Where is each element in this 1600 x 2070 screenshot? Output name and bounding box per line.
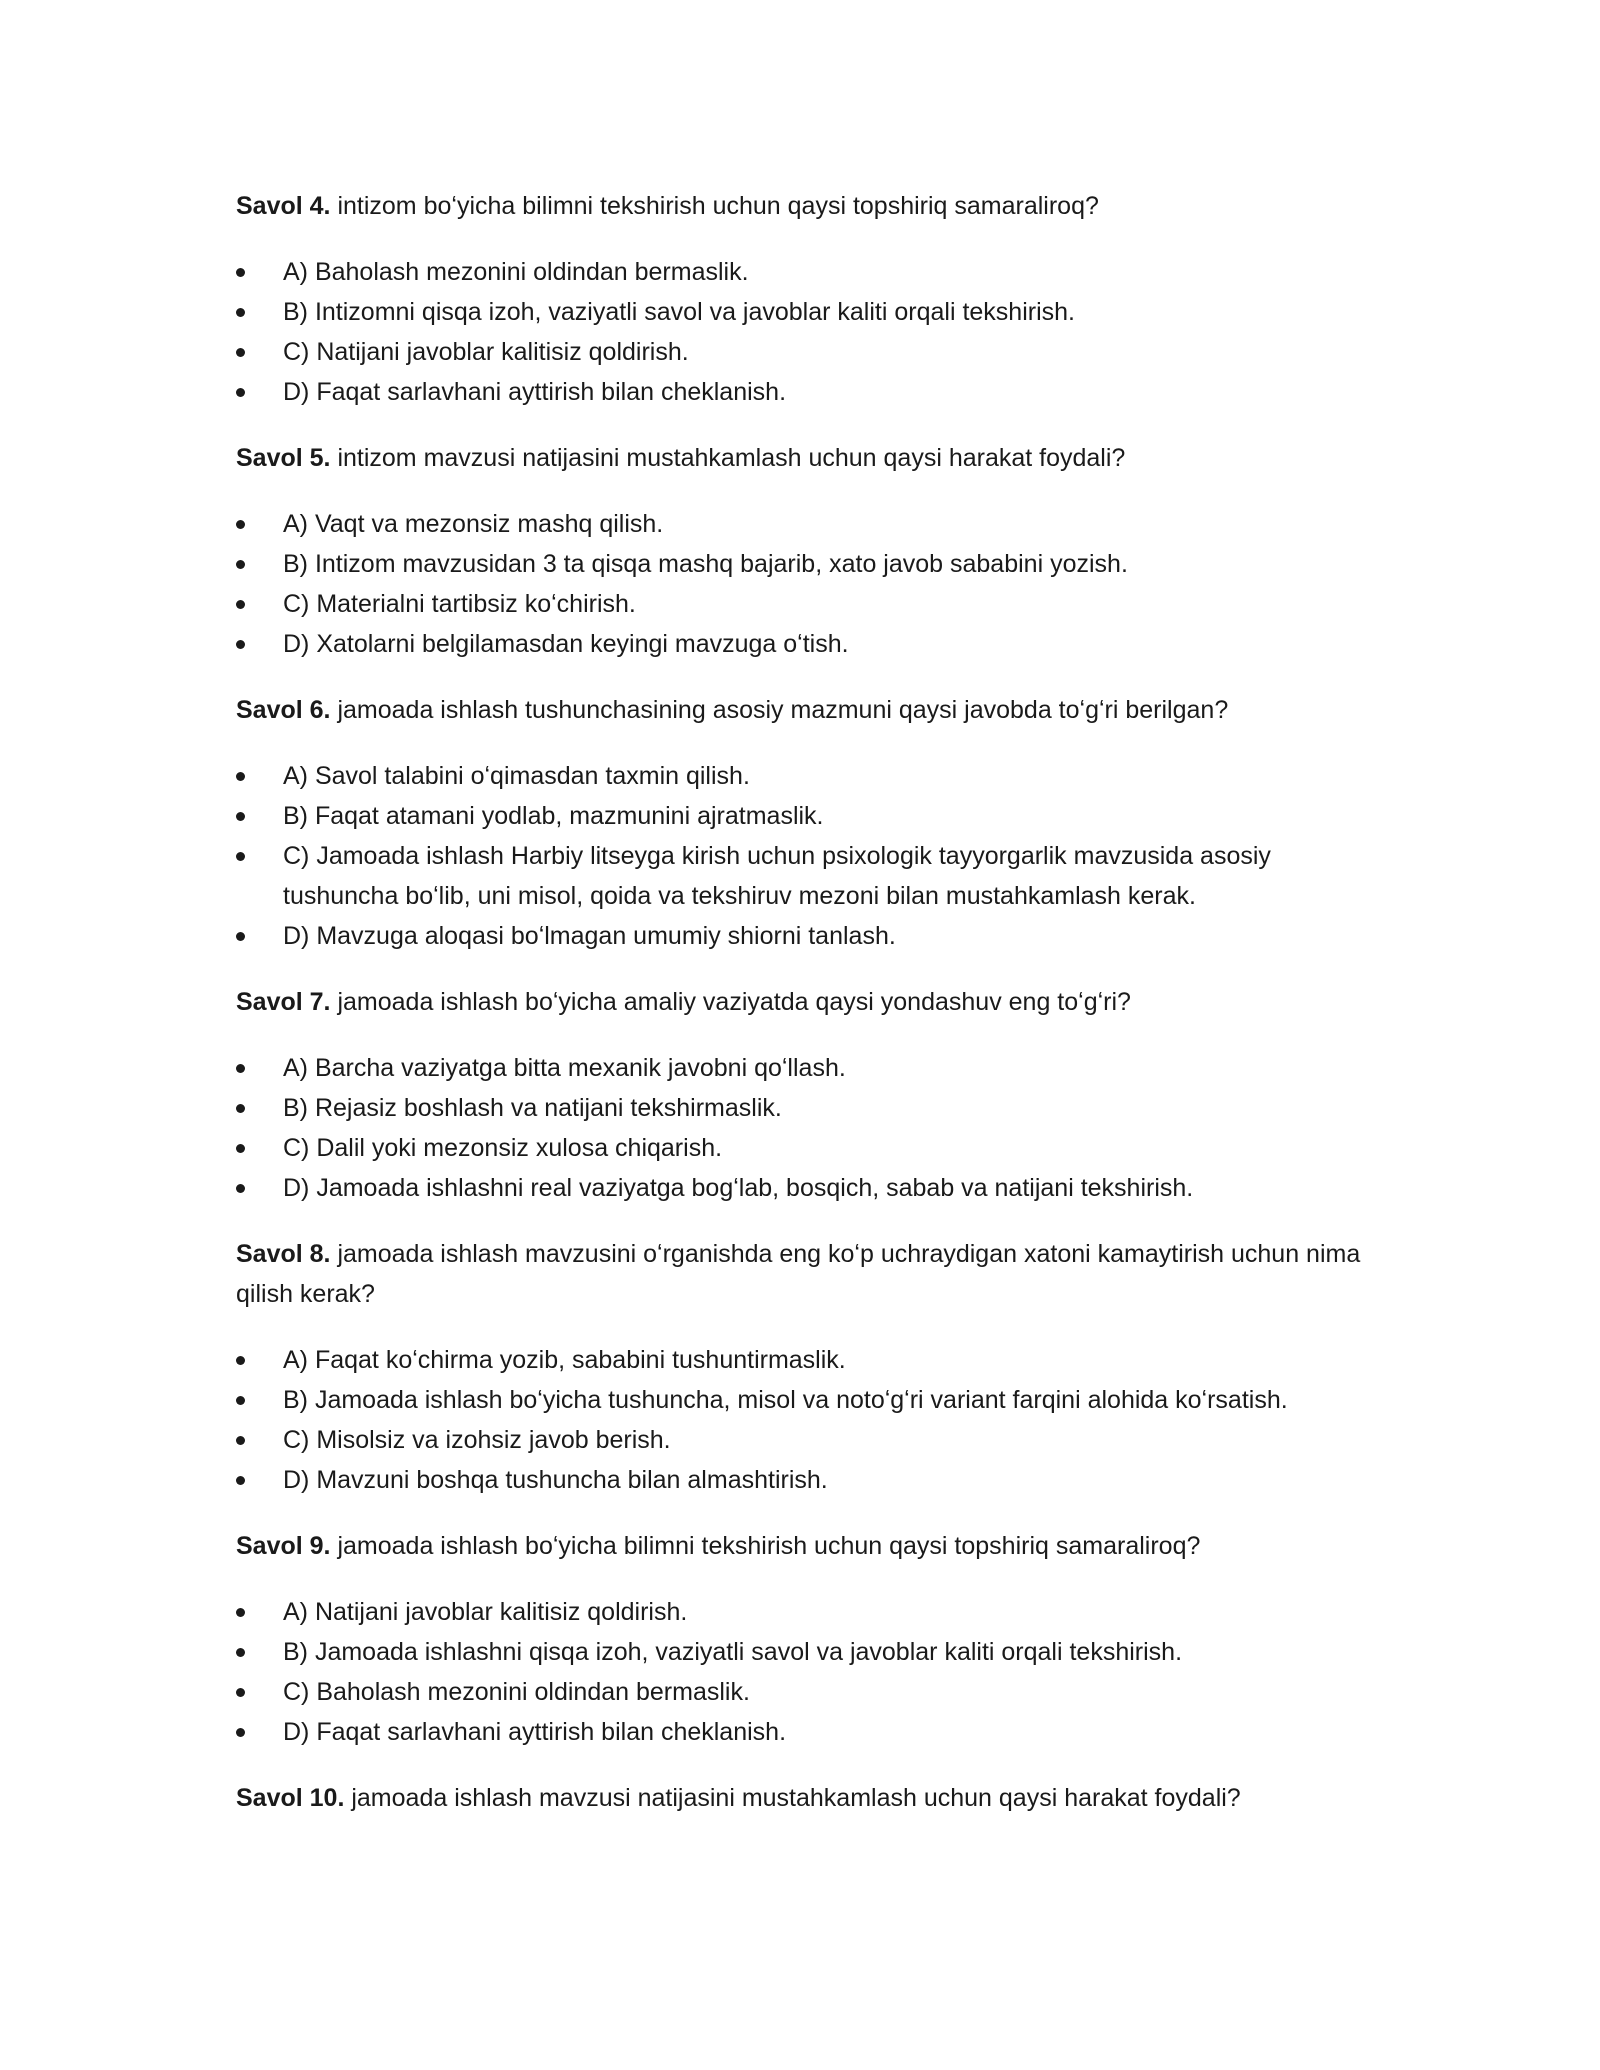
option-list — [236, 1592, 1366, 1752]
option-text: A) Vaqt va mezonsiz mashq qilish. — [283, 510, 664, 538]
option-text: D) Faqat sarlavhani ayttirish bilan cheklanish. — [283, 1718, 787, 1746]
option-text: C) Dalil yoki mezonsiz xulosa chiqarish. — [283, 1134, 723, 1162]
bullet-icon — [236, 1648, 245, 1657]
option-text: B) Rejasiz boshlash va natijani tekshirmaslik. — [283, 1094, 782, 1122]
question-text — [236, 1234, 1366, 1314]
bullet-icon — [236, 932, 245, 941]
option-item — [236, 624, 1366, 664]
bullet-icon — [236, 1144, 245, 1153]
option-list — [236, 504, 1366, 664]
question-label: Savol 5. — [236, 444, 331, 472]
question-4 — [236, 186, 1366, 412]
bullet-icon — [236, 1356, 245, 1365]
bullet-icon — [236, 1396, 245, 1405]
option-item — [236, 1712, 1366, 1752]
option-item — [236, 836, 1366, 916]
bullet-icon — [236, 1688, 245, 1697]
option-item — [236, 332, 1366, 372]
option-item — [236, 1168, 1366, 1208]
question-text — [236, 186, 1366, 226]
question-text — [236, 438, 1366, 478]
option-item — [236, 1048, 1366, 1088]
bullet-icon — [236, 308, 245, 317]
option-text: B) Intizomni qisqa izoh, vaziyatli savol va javoblar kaliti orqali tekshirish. — [283, 298, 1075, 326]
bullet-icon — [236, 772, 245, 781]
question-text — [236, 1526, 1366, 1566]
question-label: Savol 4. — [236, 192, 331, 220]
question-text — [236, 1778, 1366, 1818]
option-text: A) Natijani javoblar kalitisiz qoldirish. — [283, 1598, 688, 1626]
bullet-icon — [236, 852, 245, 861]
question-label: Savol 9. — [236, 1532, 331, 1560]
option-text: C) Materialni tartibsiz koʻchirish. — [283, 590, 636, 618]
option-text: A) Barcha vaziyatga bitta mexanik javobni qoʻllash. — [283, 1054, 846, 1082]
bullet-icon — [236, 348, 245, 357]
option-text: A) Savol talabini oʻqimasdan taxmin qilish. — [283, 762, 750, 790]
question-7 — [236, 982, 1366, 1208]
question-body: jamoada ishlash mavzusini oʻrganishda eng koʻp uchraydigan xatoni kamaytirish uchun nima qilish kerak? — [236, 1240, 1361, 1308]
question-6 — [236, 690, 1366, 956]
option-item — [236, 1672, 1366, 1712]
option-list — [236, 1340, 1366, 1500]
option-list — [236, 1048, 1366, 1208]
bullet-icon — [236, 1728, 245, 1737]
bullet-icon — [236, 640, 245, 649]
bullet-icon — [236, 1476, 245, 1485]
question-text — [236, 982, 1366, 1022]
bullet-icon — [236, 388, 245, 397]
option-text: C) Jamoada ishlash Harbiy litseyga kirish uchun psixologik tayyorgarlik mavzusida asosiy tushuncha boʻlib, uni misol, qoida va tekshiruv mezoni bilan mustahkamlash kerak. — [283, 842, 1271, 910]
option-text: B) Jamoada ishlash boʻyicha tushuncha, misol va notoʻgʻri variant farqini alohida koʻrsatish. — [283, 1386, 1288, 1414]
question-8 — [236, 1234, 1366, 1500]
option-item — [236, 1460, 1366, 1500]
option-item — [236, 796, 1366, 836]
option-text: B) Jamoada ishlashni qisqa izoh, vaziyatli savol va javoblar kaliti orqali tekshirish. — [283, 1638, 1183, 1666]
question-10 — [236, 1778, 1366, 1818]
bullet-icon — [236, 560, 245, 569]
question-text — [236, 690, 1366, 730]
question-label: Savol 7. — [236, 988, 331, 1016]
option-text: B) Faqat atamani yodlab, mazmunini ajratmaslik. — [283, 802, 824, 830]
bullet-icon — [236, 1436, 245, 1445]
document-page — [236, 186, 1366, 1818]
option-item — [236, 1088, 1366, 1128]
question-body: jamoada ishlash boʻyicha amaliy vaziyatda qaysi yondashuv eng toʻgʻri? — [330, 988, 1131, 1016]
bullet-icon — [236, 268, 245, 277]
question-body: jamoada ishlash mavzusi natijasini mustahkamlash uchun qaysi harakat foydali? — [344, 1784, 1241, 1812]
option-text: D) Mavzuga aloqasi boʻlmagan umumiy shiorni tanlash. — [283, 922, 896, 950]
option-text: C) Baholash mezonini oldindan bermaslik. — [283, 1678, 750, 1706]
option-text: C) Natijani javoblar kalitisiz qoldirish. — [283, 338, 689, 366]
question-9 — [236, 1526, 1366, 1752]
option-item — [236, 504, 1366, 544]
question-body: jamoada ishlash tushunchasining asosiy mazmuni qaysi javobda toʻgʻri berilgan? — [330, 696, 1229, 724]
question-label: Savol 6. — [236, 696, 331, 724]
bullet-icon — [236, 812, 245, 821]
bullet-icon — [236, 1104, 245, 1113]
option-item — [236, 1420, 1366, 1460]
option-item — [236, 1592, 1366, 1632]
option-text: A) Faqat koʻchirma yozib, sababini tushuntirmaslik. — [283, 1346, 846, 1374]
bullet-icon — [236, 600, 245, 609]
option-text: D) Mavzuni boshqa tushuncha bilan almashtirish. — [283, 1466, 828, 1494]
bullet-icon — [236, 1064, 245, 1073]
option-text: B) Intizom mavzusidan 3 ta qisqa mashq bajarib, xato javob sababini yozish. — [283, 550, 1128, 578]
bullet-icon — [236, 1608, 245, 1617]
option-text: A) Baholash mezonini oldindan bermaslik. — [283, 258, 749, 286]
option-item — [236, 1128, 1366, 1168]
option-text: D) Faqat sarlavhani ayttirish bilan cheklanish. — [283, 378, 787, 406]
bullet-icon — [236, 1184, 245, 1193]
option-item — [236, 292, 1366, 332]
option-list — [236, 756, 1366, 956]
option-item — [236, 584, 1366, 624]
option-item — [236, 1340, 1366, 1380]
option-item — [236, 1632, 1366, 1672]
option-item — [236, 544, 1366, 584]
question-body: intizom mavzusi natijasini mustahkamlash uchun qaysi harakat foydali? — [330, 444, 1126, 472]
option-list — [236, 252, 1366, 412]
question-5 — [236, 438, 1366, 664]
option-text: D) Xatolarni belgilamasdan keyingi mavzuga oʻtish. — [283, 630, 849, 658]
question-label: Savol 8. — [236, 1240, 331, 1268]
option-item — [236, 372, 1366, 412]
option-item — [236, 756, 1366, 796]
bullet-icon — [236, 520, 245, 529]
question-body: intizom boʻyicha bilimni tekshirish uchun qaysi topshiriq samaraliroq? — [330, 192, 1099, 220]
question-body: jamoada ishlash boʻyicha bilimni tekshirish uchun qaysi topshiriq samaraliroq? — [330, 1532, 1201, 1560]
question-label: Savol 10. — [236, 1784, 345, 1812]
option-text: D) Jamoada ishlashni real vaziyatga bogʻlab, bosqich, sabab va natijani tekshirish. — [283, 1174, 1194, 1202]
option-item — [236, 252, 1366, 292]
option-text: C) Misolsiz va izohsiz javob berish. — [283, 1426, 671, 1454]
option-item — [236, 916, 1366, 956]
option-item — [236, 1380, 1366, 1420]
